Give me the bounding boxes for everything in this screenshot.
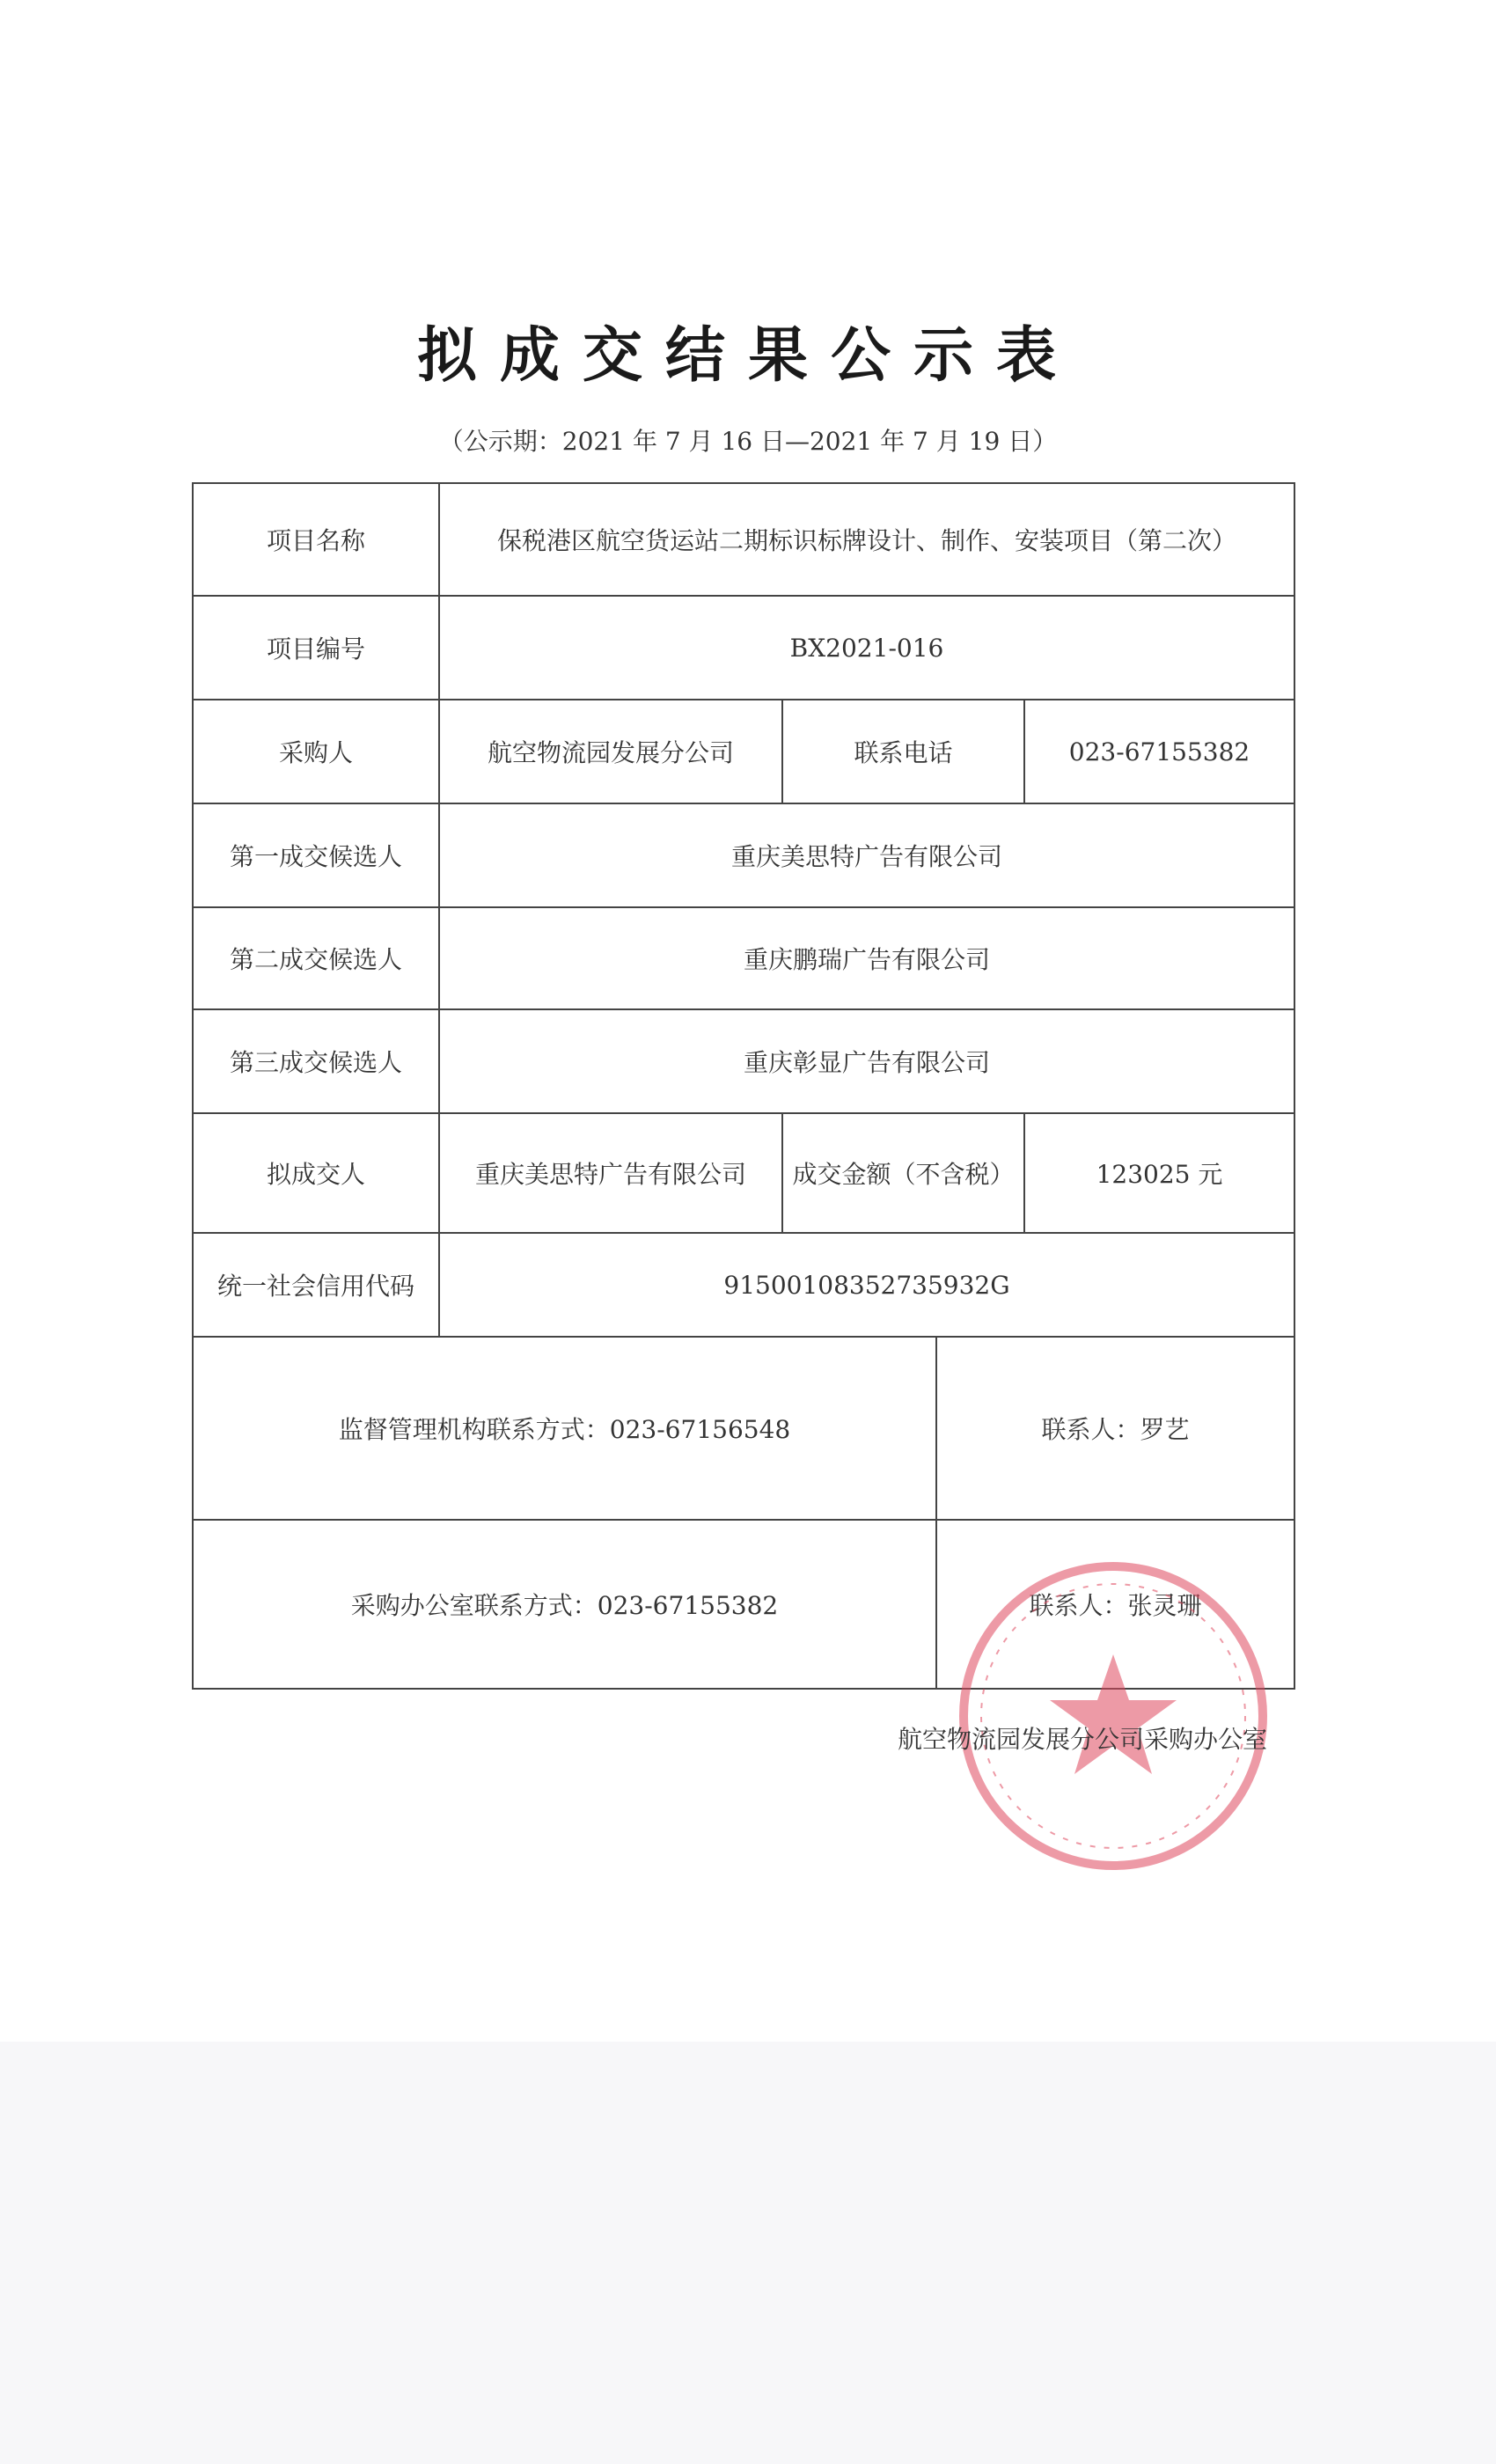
procurement-contact: 采购办公室联系方式：023-67155382 [193, 1520, 936, 1689]
supervision-person: 联系人：罗艺 [936, 1337, 1294, 1520]
label-phone: 联系电话 [782, 700, 1024, 803]
value-candidate-1: 重庆美思特广告有限公司 [439, 803, 1294, 907]
document-title: 拟成交结果公示表 [416, 320, 1079, 391]
row-supervision [193, 1337, 1294, 1520]
value-project-no: BX2021-016 [439, 596, 1294, 700]
value-phone: 023-67155382 [1024, 700, 1294, 803]
label-amount: 成交金额（不含税） [782, 1113, 1024, 1233]
row-candidate-1 [193, 803, 1294, 907]
row-project-name [193, 483, 1294, 596]
value-candidate-3: 重庆彰显广告有限公司 [439, 1009, 1294, 1113]
row-candidate-3 [193, 1009, 1294, 1113]
label-candidate-1: 第一成交候选人 [193, 803, 439, 907]
label-candidate-3: 第三成交候选人 [193, 1009, 439, 1113]
label-project-name: 项目名称 [193, 483, 439, 596]
label-winner: 拟成交人 [193, 1113, 439, 1233]
page-bottom-margin [0, 2042, 1496, 2464]
value-buyer: 航空物流园发展分公司 [439, 700, 782, 803]
procurement-person: 联系人：张灵珊 [936, 1520, 1294, 1689]
row-buyer [193, 700, 1294, 803]
value-amount: 123025 元 [1024, 1113, 1294, 1233]
label-buyer: 采购人 [193, 700, 439, 803]
label-credit-code: 统一社会信用代码 [193, 1233, 439, 1337]
red-star-seal-icon [955, 1558, 1272, 1874]
value-winner: 重庆美思特广告有限公司 [439, 1113, 782, 1233]
row-candidate-2 [193, 907, 1294, 1009]
signoff-office: 航空物流园发展分公司采购办公室 [898, 1725, 1268, 1754]
row-project-no [193, 596, 1294, 700]
value-project-name: 保税港区航空货运站二期标识标牌设计、制作、安装项目（第二次） [439, 483, 1294, 596]
label-project-no: 项目编号 [193, 596, 439, 700]
publicity-period: （公示期：2021 年 7 月 16 日—2021 年 7 月 19 日） [438, 427, 1058, 456]
value-candidate-2: 重庆鹏瑞广告有限公司 [439, 907, 1294, 1009]
label-candidate-2: 第二成交候选人 [193, 907, 439, 1009]
row-winner [193, 1113, 1294, 1233]
row-credit-code [193, 1233, 1294, 1337]
result-table [192, 482, 1295, 1690]
value-credit-code: 91500108352735932G [439, 1233, 1294, 1337]
supervision-contact: 监督管理机构联系方式：023-67156548 [193, 1337, 936, 1520]
